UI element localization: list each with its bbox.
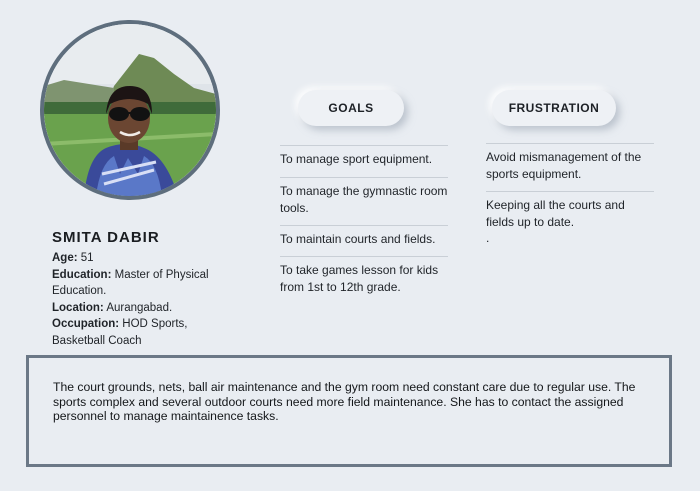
education-label: Education: — [52, 268, 112, 281]
frustration-item-text: Keeping all the courts and fields up to date. — [486, 198, 625, 229]
location-label: Location: — [52, 301, 104, 314]
frustration-heading: FRUSTRATION — [492, 90, 616, 126]
goals-list — [280, 145, 448, 304]
age-value: 51 — [80, 252, 94, 264]
summary-text: The court grounds, nets, ball air maintenance and the gym room need constant care due to regular use. The sports complex and several outdoor courts need more field maintenance. She has to contact the assigned personnel to manage maintainence tasks. — [53, 380, 636, 423]
frustration-item: Avoid mismanagement of the sports equipment. — [486, 143, 654, 191]
age-label: Age: — [52, 252, 78, 264]
goal-item: To manage sport equipment. — [280, 145, 448, 177]
goal-item: To take games lesson for kids from 1st to 12th grade. — [280, 256, 448, 304]
goal-item: To manage the gymnastic room tools. — [280, 177, 448, 225]
occupation-label: Occupation: — [52, 318, 120, 330]
frustration-item — [486, 191, 654, 253]
summary-box — [26, 355, 672, 467]
education-row — [52, 267, 232, 300]
age-row — [52, 250, 232, 267]
occupation-row — [52, 316, 232, 349]
persona-details — [52, 250, 232, 349]
location-row — [52, 300, 232, 317]
profile-photo — [44, 24, 216, 196]
frustration-list — [486, 143, 654, 253]
occupation-value: HOD Sports, Basketball Coach — [52, 318, 188, 347]
location-value: Aurangabad. — [106, 301, 173, 314]
goals-heading: GOALS — [298, 90, 404, 126]
goal-item: To maintain courts and fields. — [280, 225, 448, 256]
education-value: Master of Physical Education. — [52, 268, 209, 297]
persona-name: SMITA DABIR — [52, 229, 160, 246]
trailing-mark: . — [486, 231, 490, 245]
avatar — [40, 20, 220, 200]
